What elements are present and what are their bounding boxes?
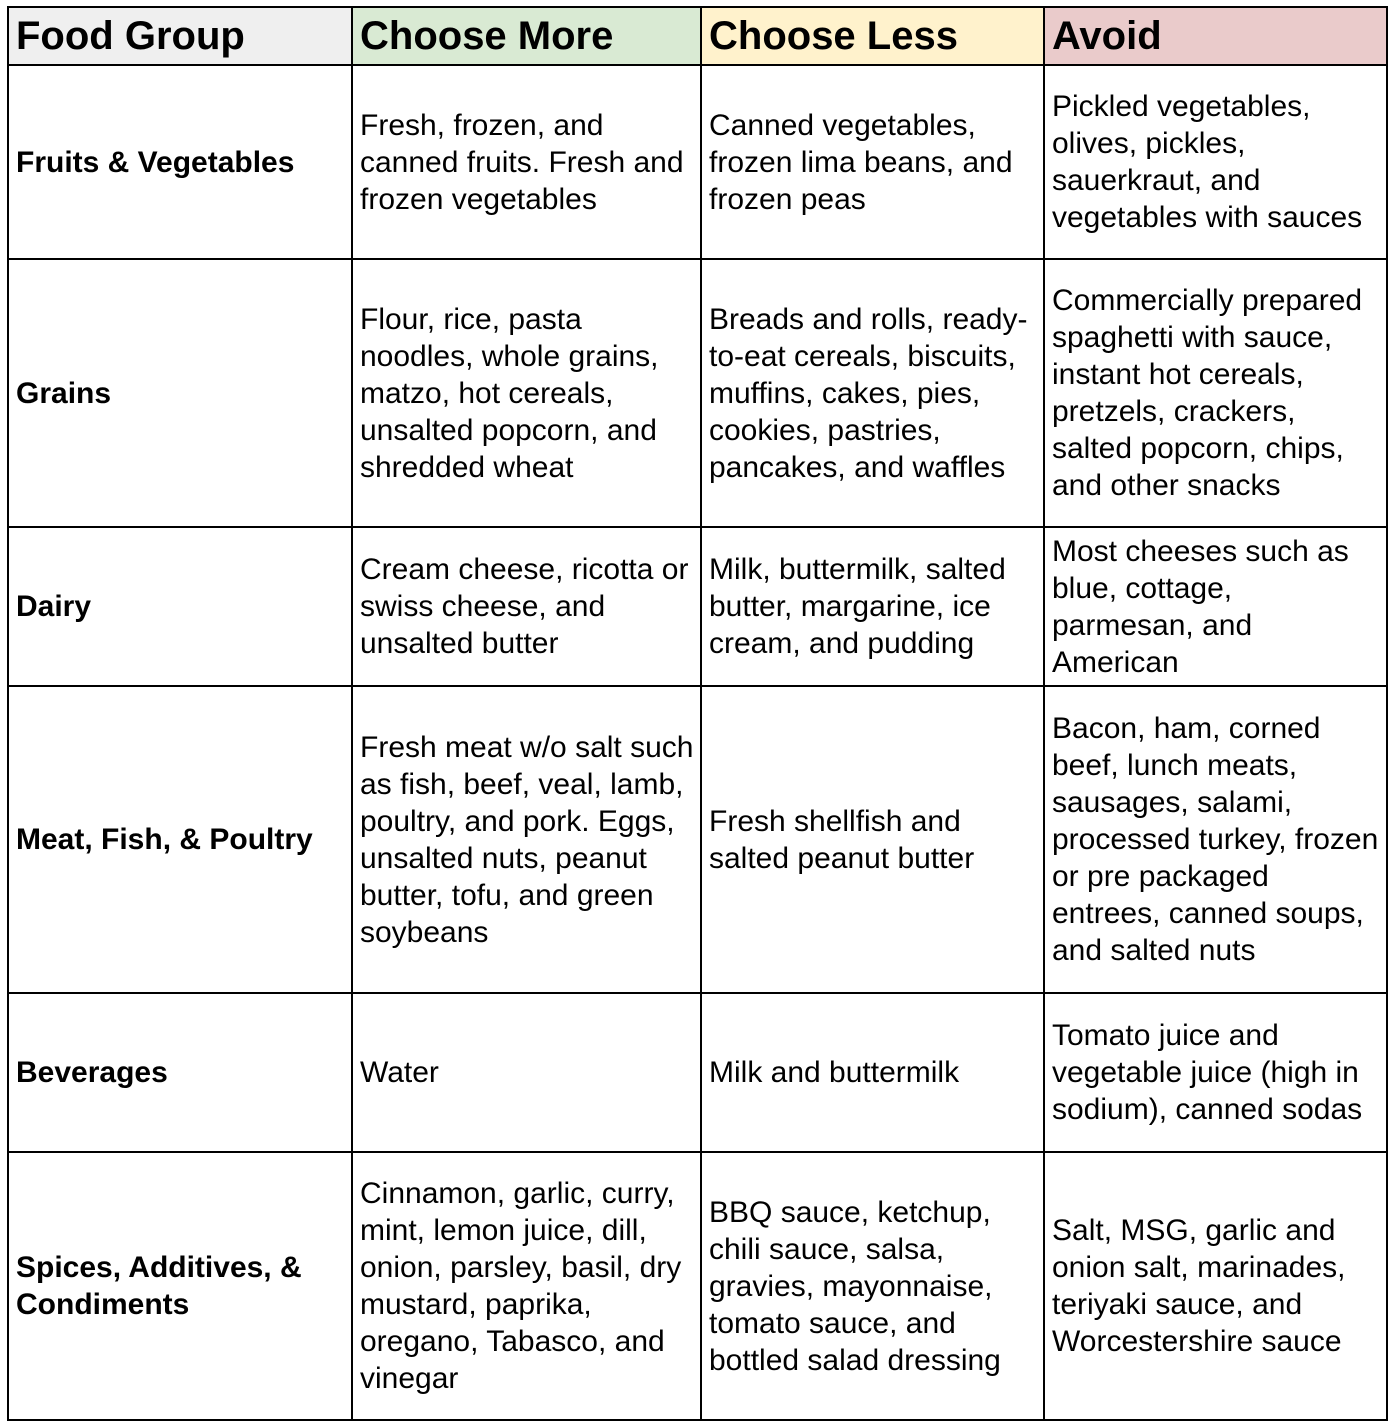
table-row-dairy — [8, 527, 1387, 686]
table-row-spices-additives-condiments — [8, 1152, 1387, 1420]
table-row-beverages — [8, 993, 1387, 1152]
avoid-cell: Commercially prepared spaghetti with sauce, instant hot cereals, pretzels, crackers, salted popcorn, chips, and other snacks — [1044, 259, 1387, 527]
avoid-cell: Pickled vegetables, olives, pickles, sauerkraut, and vegetables with sauces — [1044, 65, 1387, 259]
table-row-fruits-vegetables — [8, 65, 1387, 259]
header-row — [8, 7, 1387, 65]
header-food-group: Food Group — [8, 7, 352, 65]
avoid-cell: Salt, MSG, garlic and onion salt, marinades, teriyaki sauce, and Worcestershire sauce — [1044, 1152, 1387, 1420]
avoid-cell: Tomato juice and vegetable juice (high in sodium), canned sodas — [1044, 993, 1387, 1152]
food-group-cell: Grains — [8, 259, 352, 527]
header-choose-less: Choose Less — [701, 7, 1044, 65]
avoid-cell: Most cheeses such as blue, cottage, parmesan, and American — [1044, 527, 1387, 686]
choose-more-cell: Water — [352, 993, 701, 1152]
choose-less-cell: Milk and buttermilk — [701, 993, 1044, 1152]
choose-more-cell: Cinnamon, garlic, curry, mint, lemon juice, dill, onion, parsley, basil, dry mustard, paprika, oregano, Tabasco, and vinegar — [352, 1152, 701, 1420]
choose-less-cell: Breads and rolls, ready-to-eat cereals, biscuits, muffins, cakes, pies, cookies, pastries, pancakes, and waffles — [701, 259, 1044, 527]
choose-more-cell: Fresh meat w/o salt such as fish, beef, veal, lamb, poultry, and pork. Eggs, unsalted nuts, peanut butter, tofu, and green soybeans — [352, 686, 701, 993]
choose-less-cell: BBQ sauce, ketchup, chili sauce, salsa, gravies, mayonnaise, tomato sauce, and bottled salad dressing — [701, 1152, 1044, 1420]
table-row-meat-fish-poultry — [8, 686, 1387, 993]
choose-less-cell: Fresh shellfish and salted peanut butter — [701, 686, 1044, 993]
choose-more-cell: Fresh, frozen, and canned fruits. Fresh and frozen vegetables — [352, 65, 701, 259]
choose-more-cell: Flour, rice, pasta noodles, whole grains, matzo, hot cereals, unsalted popcorn, and shredded wheat — [352, 259, 701, 527]
header-choose-more: Choose More — [352, 7, 701, 65]
food-guide-table — [7, 6, 1388, 1421]
food-group-cell: Meat, Fish, & Poultry — [8, 686, 352, 993]
food-group-cell: Fruits & Vegetables — [8, 65, 352, 259]
choose-less-cell: Milk, buttermilk, salted butter, margarine, ice cream, and pudding — [701, 527, 1044, 686]
avoid-cell: Bacon, ham, corned beef, lunch meats, sausages, salami, processed turkey, frozen or pre packaged entrees, canned soups, and salted nuts — [1044, 686, 1387, 993]
food-guide-sheet — [7, 6, 1388, 1421]
header-avoid: Avoid — [1044, 7, 1387, 65]
food-group-cell: Spices, Additives, & Condiments — [8, 1152, 352, 1420]
choose-less-cell: Canned vegetables, frozen lima beans, and frozen peas — [701, 65, 1044, 259]
choose-more-cell: Cream cheese, ricotta or swiss cheese, and unsalted butter — [352, 527, 701, 686]
food-group-cell: Dairy — [8, 527, 352, 686]
table-row-grains — [8, 259, 1387, 527]
food-group-cell: Beverages — [8, 993, 352, 1152]
